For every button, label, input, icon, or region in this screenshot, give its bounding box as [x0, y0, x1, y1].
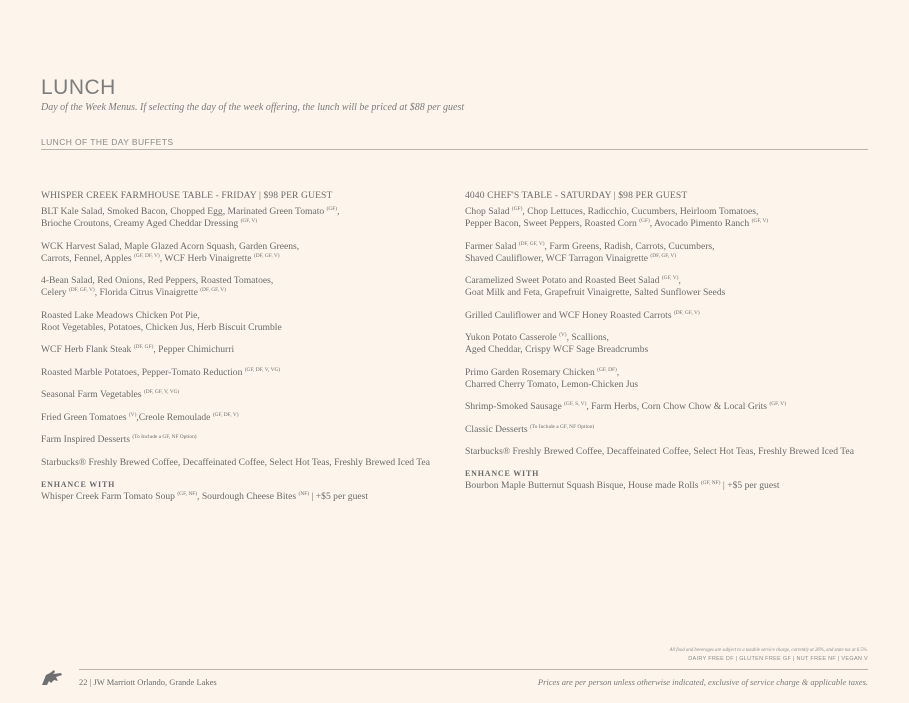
- menu-item: [41, 367, 446, 379]
- menu-text: Bourbon Maple Butternut Squash Bisque, House made Rolls: [465, 480, 701, 491]
- menu-text: WCK Harvest Salad, Maple Glazed Acorn Squash, Garden Greens,: [41, 240, 300, 252]
- menu-item: [465, 446, 875, 458]
- saturday-menu-title: 4040 CHEF'S TABLE - SATURDAY | $98 PER GUEST: [465, 190, 688, 201]
- dietary-legend: DAIRY FREE DF | GLUTEN FREE GF | NUT FREE NF | VEGAN V: [688, 656, 868, 662]
- menu-item-line: [465, 344, 875, 356]
- menu-item: [465, 310, 875, 322]
- menu-item-line: [41, 310, 446, 322]
- menu-text: ,: [337, 206, 340, 217]
- menu-item: [465, 332, 875, 356]
- menu-text: Whisper Creek Farm Tomato Soup: [41, 490, 178, 502]
- dietary-tag: (GF): [639, 218, 650, 224]
- menu-text: , Farm Herbs, Corn Chow Chow & Local Grits: [586, 401, 770, 412]
- menu-text: , Sourdough Cheese Bites: [197, 490, 299, 502]
- heron-bird-logo-icon: [41, 669, 63, 687]
- page-number-hotel-name: 22 | JW Marriott Orlando, Grande Lakes: [79, 677, 217, 687]
- menu-text: ,: [678, 275, 681, 286]
- friday-menu-items: [41, 206, 446, 469]
- menu-item-line: [41, 275, 446, 287]
- menu-item: [41, 310, 446, 334]
- dietary-tag: (DF, GF, V): [68, 287, 95, 293]
- menu-text: , Pepper Chimichurri: [153, 344, 235, 355]
- menu-item: [465, 241, 875, 265]
- saturday-menu-items: [465, 206, 875, 458]
- dietary-tag: (GF, DF): [597, 366, 617, 373]
- menu-item: [465, 206, 875, 230]
- dietary-tag: (DF, GF, V): [200, 287, 226, 293]
- menu-text: Root Vegetables, Potatoes, Chicken Jus, Herb Biscuit Crumble: [41, 321, 282, 333]
- menu-item-line: [465, 253, 875, 265]
- friday-enhance-line: [41, 491, 446, 503]
- friday-enhance-label: ENHANCE WITH: [41, 479, 116, 489]
- menu-text: Brioche Croutons, Creamy Aged Cheddar Dressing: [41, 218, 241, 229]
- menu-text: Starbucks® Freshly Brewed Coffee, Decaffeinated Coffee, Select Hot Teas, Freshly Brewed Iced Tea: [41, 456, 430, 468]
- menu-item: [41, 206, 446, 230]
- menu-item-line: [465, 424, 875, 436]
- dietary-tag: (GF, DF, V, VG): [244, 366, 281, 373]
- footer-divider: [79, 669, 868, 670]
- menu-text: Grilled Cauliflower and WCF Honey Roasted Carrots: [465, 309, 674, 321]
- menu-item-line: [41, 367, 446, 379]
- menu-text: , Chop Lettuces, Radicchio, Cucumbers, Heirloom Tomatoes,: [522, 206, 759, 217]
- dietary-tag: (GF, NF): [700, 480, 721, 486]
- menu-text: Starbucks® Freshly Brewed Coffee, Decaffeinated Coffee, Select Hot Teas, Freshly Brewed Iced Tea: [465, 446, 854, 457]
- menu-item-line: [465, 218, 875, 230]
- menu-text: Classic Desserts: [465, 423, 531, 435]
- menu-text: Goat Milk and Feta, Grapefruit Vinaigrette, Salted Sunflower Seeds: [465, 287, 726, 298]
- menu-text: Celery: [41, 287, 69, 298]
- menu-text: Charred Cherry Tomato, Lemon-Chicken Jus: [465, 378, 639, 390]
- dietary-tag: (GF): [511, 206, 523, 212]
- menu-text: Carrots, Fennel, Apples: [41, 252, 134, 264]
- menu-item: [41, 434, 446, 446]
- menu-item-line: [41, 412, 446, 424]
- menu-text: Pepper Bacon, Sweet Peppers, Roasted Corn: [465, 218, 640, 229]
- dietary-tag: (GF, NF): [177, 490, 198, 497]
- menu-item-line: [41, 322, 446, 334]
- menu-text: , Scallions,: [566, 332, 609, 343]
- menu-item-line: [41, 344, 446, 356]
- menu-text: , Avocado Pimento Ranch: [649, 218, 752, 229]
- menu-text: , WCF Herb Vinaigrette: [159, 252, 254, 264]
- menu-item-line: [41, 287, 446, 299]
- menu-item-line: [465, 310, 875, 322]
- menu-item: [41, 275, 446, 299]
- menu-text: | +$5 per guest: [720, 480, 780, 491]
- dietary-tag: (GF, S, V): [564, 401, 587, 407]
- menu-item-line: [41, 389, 446, 401]
- menu-text: , Farm Greens, Radish, Carrots, Cucumbers,: [544, 240, 715, 252]
- menu-item: [465, 367, 875, 391]
- menu-item: [41, 457, 446, 469]
- dietary-tag: (DF, GF, V): [673, 309, 700, 316]
- menu-item: [41, 389, 446, 401]
- menu-text: 4-Bean Salad, Red Onions, Red Peppers, Roasted Tomatoes,: [41, 275, 274, 286]
- pricing-disclaimer: Prices are per person unless otherwise indicated, exclusive of service charge & applicable taxes.: [537, 677, 868, 687]
- menu-text: ,Creole Remoulade: [136, 411, 213, 423]
- menu-text: Roasted Marble Potatoes, Pepper-Tomato Reduction: [41, 366, 245, 378]
- section-heading: LUNCH OF THE DAY BUFFETS: [41, 137, 174, 147]
- service-charge-note: All food and beverages are subject to a taxable service charge, currently at 26%, and state tax at 6.5%.: [669, 648, 868, 653]
- menu-item-line: [465, 275, 875, 287]
- menu-item-line: [41, 457, 446, 469]
- dietary-tag: (GF, V): [751, 218, 769, 224]
- menu-text: , Florida Citrus Vinaigrette: [94, 287, 201, 298]
- dietary-tag: (V): [128, 411, 137, 418]
- menu-item-line: [41, 434, 446, 446]
- menu-text: Yukon Potato Casserole: [465, 332, 560, 343]
- menu-item-line: [41, 241, 446, 253]
- page-title: LUNCH: [41, 76, 116, 99]
- dietary-tag: (To Include a GF, NF Option): [530, 423, 595, 430]
- menu-text: Roasted Lake Meadows Chicken Pot Pie,: [41, 309, 200, 321]
- dietary-tag: (DF, GF, V): [253, 252, 280, 259]
- dietary-tag: (DF, GF, V): [518, 240, 545, 247]
- dietary-tag: (DF, GF): [133, 344, 154, 350]
- dietary-tag: (GF, V): [769, 401, 786, 407]
- saturday-enhance-line: [465, 480, 875, 492]
- dietary-tag: (NF): [298, 490, 310, 497]
- menu-item-line: [465, 287, 875, 299]
- saturday-menu-column: [465, 190, 875, 492]
- menu-item-line: [465, 332, 875, 344]
- menu-item-line: [465, 241, 875, 253]
- menu-text: Fried Green Tomatoes: [41, 411, 129, 423]
- section-divider: [41, 149, 868, 150]
- menu-text: Farm Inspired Desserts: [41, 434, 133, 445]
- menu-item-line: [41, 218, 446, 230]
- menu-text: Shrimp-Smoked Sausage: [465, 401, 565, 412]
- menu-text: WCF Herb Flank Steak: [41, 344, 134, 355]
- menu-item: [41, 412, 446, 424]
- menu-item: [465, 401, 875, 413]
- menu-item-line: [41, 253, 446, 265]
- friday-menu-title: WHISPER CREEK FARMHOUSE TABLE - FRIDAY | $98 PER GUEST: [41, 190, 333, 201]
- menu-item: [41, 344, 446, 356]
- dietary-tag: (DF, GF, V): [650, 252, 677, 259]
- friday-menu-column: [41, 190, 446, 503]
- menu-text: Farmer Salad: [465, 240, 519, 252]
- dietary-tag: (DF, GF, V, VG): [143, 389, 180, 395]
- menu-text: Aged Cheddar, Crispy WCF Sage Breadcrumbs: [465, 344, 649, 355]
- menu-text: Primo Garden Rosemary Chicken: [465, 366, 598, 378]
- menu-text: Shaved Cauliflower, WCF Tarragon Vinaigrette: [465, 252, 651, 264]
- menu-text: Chop Salad: [465, 206, 512, 217]
- menu-item: [41, 241, 446, 265]
- menu-item-line: [465, 401, 875, 413]
- dietary-tag: (GF): [326, 206, 338, 212]
- menu-item-line: [465, 206, 875, 218]
- menu-item: [465, 275, 875, 299]
- menu-item-line: [41, 206, 446, 218]
- page-subtitle: Day of the Week Menus. If selecting the day of the week offering, the lunch will be priced at $88 per guest: [41, 102, 465, 113]
- dietary-tag: (GF, DF, V): [134, 252, 160, 259]
- menu-item: [465, 424, 875, 436]
- menu-item-line: [465, 367, 875, 379]
- menu-text: ,: [616, 366, 620, 378]
- menu-text: | +$5 per guest: [309, 490, 369, 502]
- dietary-tag: (V): [559, 332, 567, 338]
- dietary-tag: (GF, DF, V): [212, 411, 239, 418]
- dietary-tag: (GF, V): [240, 218, 258, 224]
- menu-text: Caramelized Sweet Potato and Roasted Beet Salad: [465, 275, 662, 286]
- saturday-enhance-label: ENHANCE WITH: [465, 469, 540, 478]
- menu-text: BLT Kale Salad, Smoked Bacon, Chopped Egg, Marinated Green Tomato: [41, 206, 327, 217]
- menu-item-line: [465, 446, 875, 458]
- dietary-tag: (To Include a GF, NF Option): [132, 434, 197, 440]
- menu-item-line: [465, 379, 875, 391]
- menu-text: Seasonal Farm Vegetables: [41, 389, 144, 400]
- dietary-tag: (GF, V): [661, 275, 679, 281]
